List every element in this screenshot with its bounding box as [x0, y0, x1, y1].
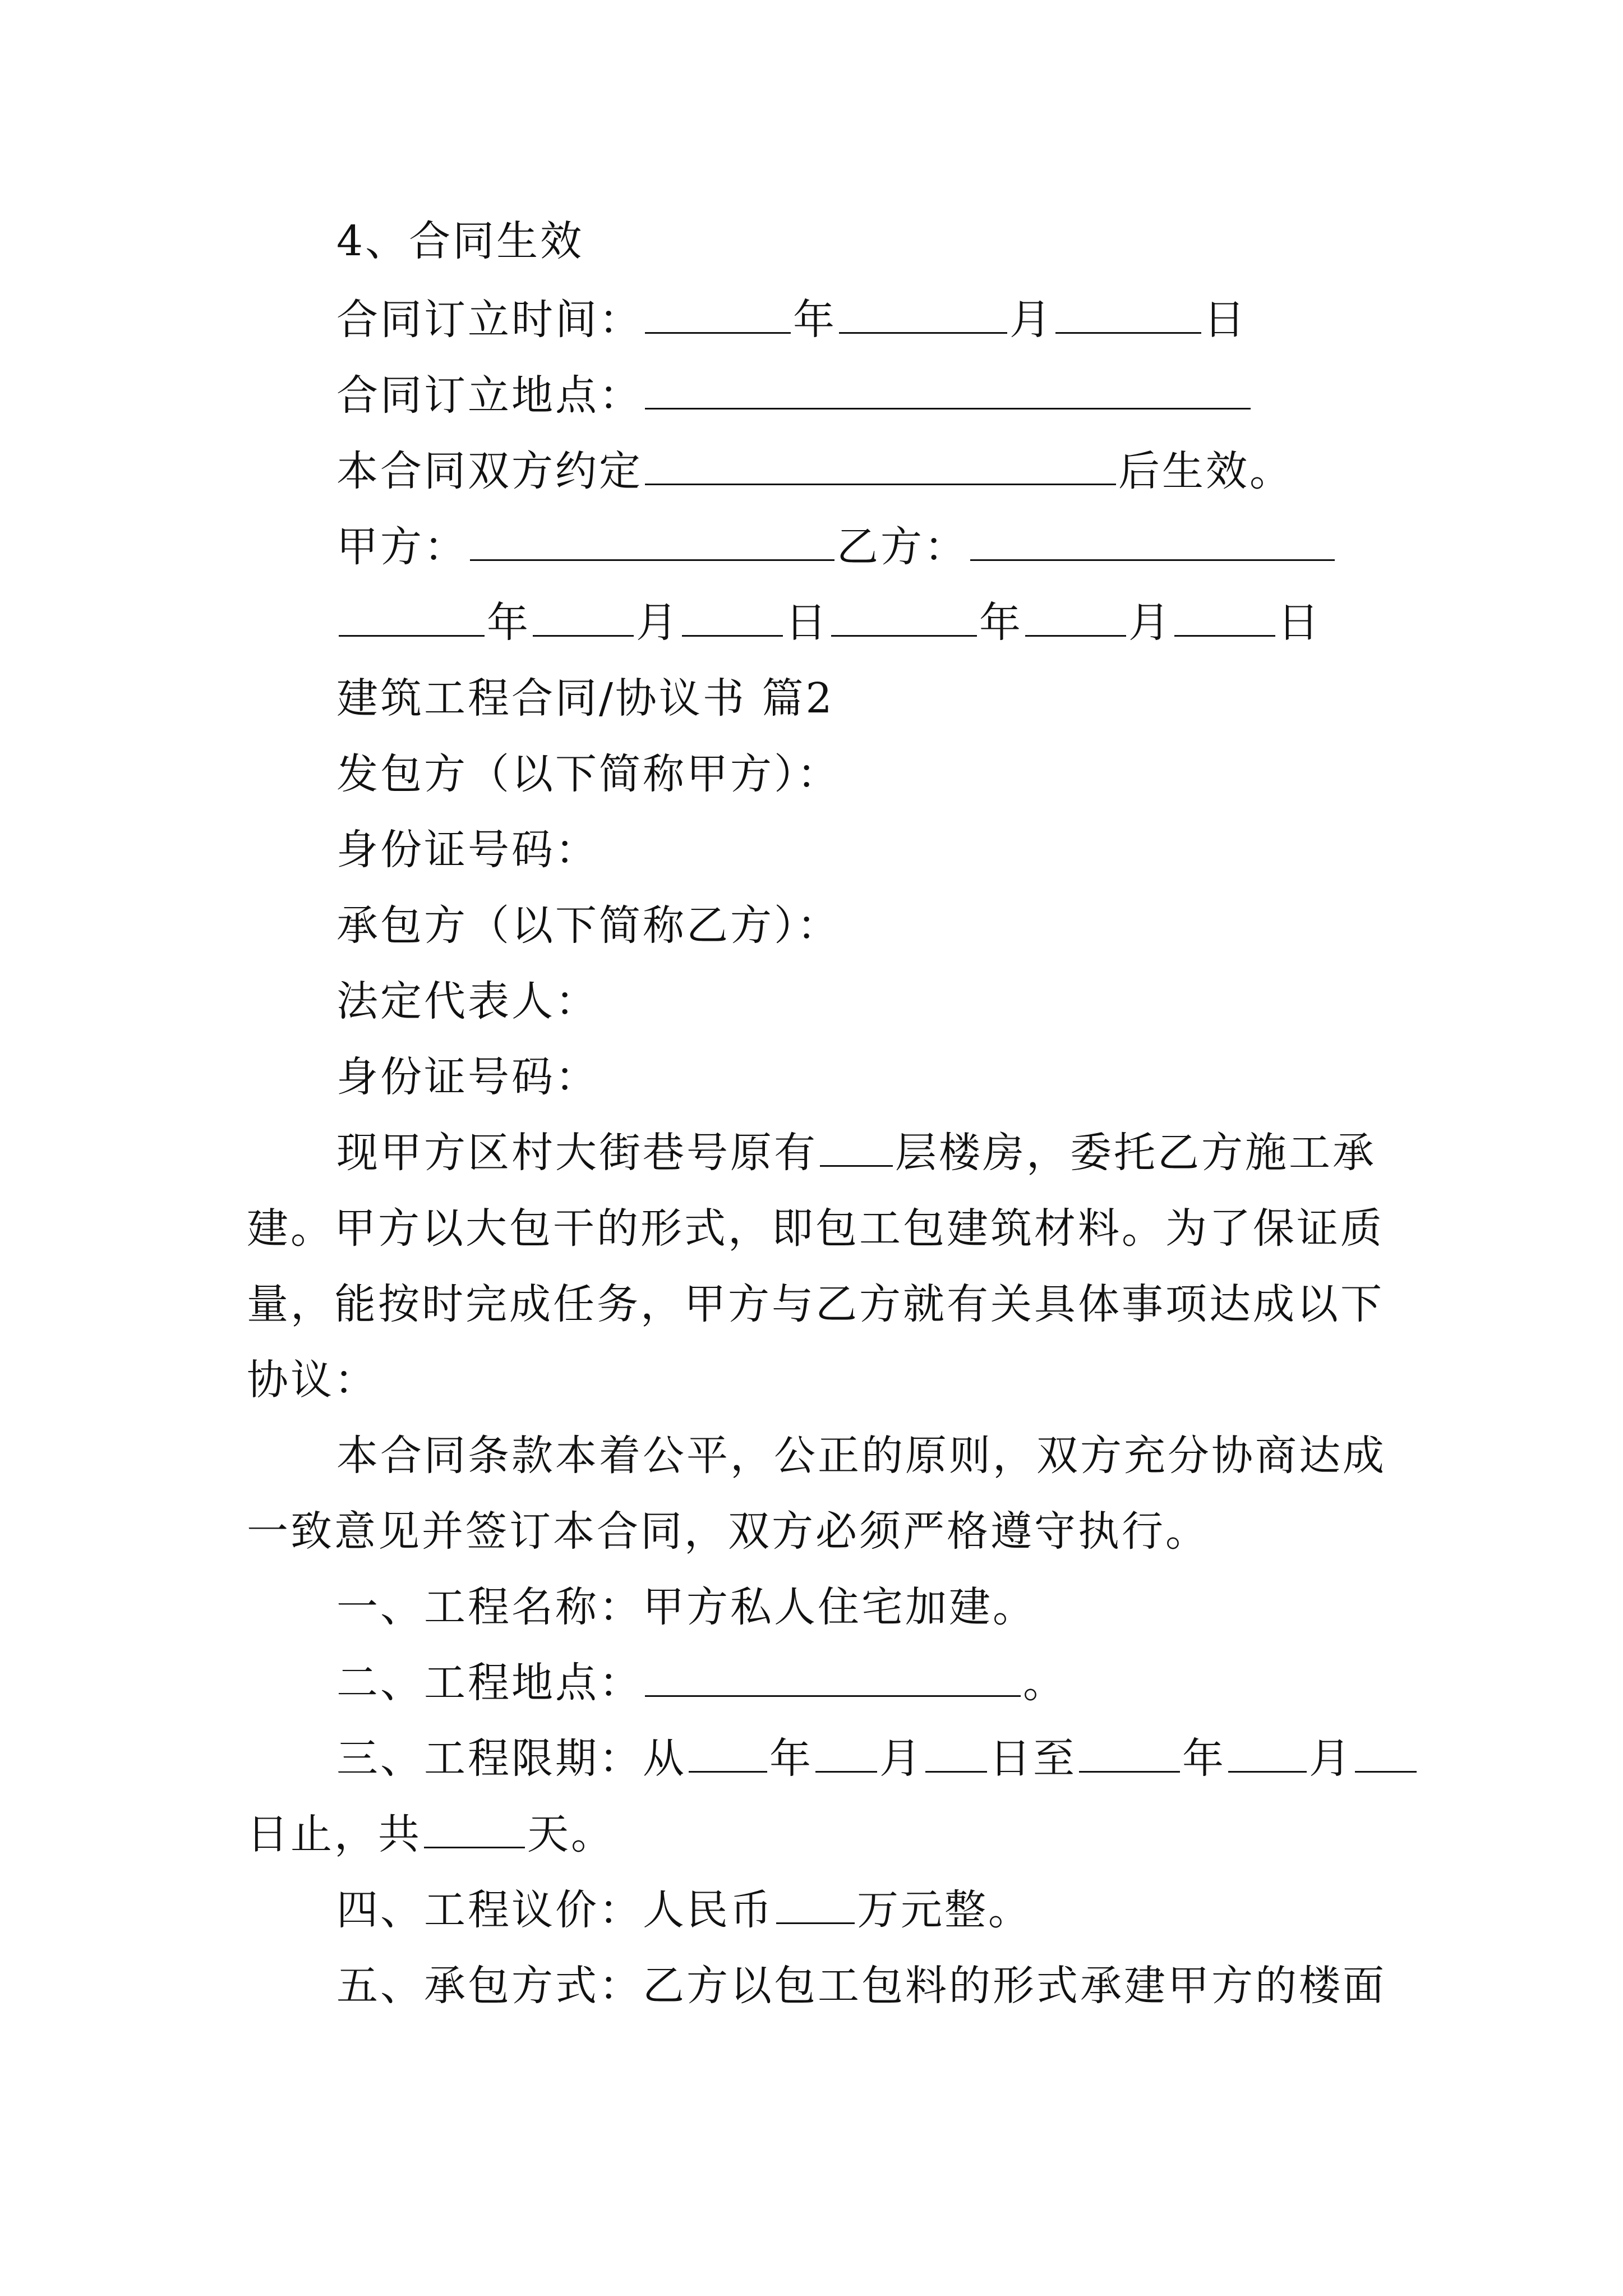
party-b-month-blank [1025, 596, 1126, 637]
end-year-blank [1079, 1732, 1180, 1773]
paragraph-line: 一致意见并签订本合同，双方必须严格遵守执行。 [247, 1507, 1209, 1556]
sign-place-row: 合同订立地点： [336, 367, 1253, 424]
start-year-blank [689, 1732, 767, 1773]
paragraph-line: 现甲方区村大街巷号原有 层楼房，委托乙方施工承 [336, 1125, 1376, 1181]
employer-id-label: 身份证号码： [336, 826, 599, 874]
sign-time-row: 合同订立时间： 年 月 日 [336, 292, 1247, 348]
clause-contract-method: 五、承包方式：乙方以包工包料的形式承建甲方的楼面 [336, 1962, 1386, 2010]
paragraph-line: 建。甲方以大包干的形式，即包工包建筑材料。为了保证质 [247, 1204, 1384, 1253]
end-month-blank [1228, 1732, 1307, 1773]
party-b-year-blank [831, 596, 977, 637]
party-a-month-blank [533, 596, 634, 637]
contract-title: 建筑工程合同/协议书 篇2 [336, 674, 834, 723]
days-blank [424, 1807, 525, 1848]
employer-label: 发包方（以下简称甲方）： [336, 750, 841, 798]
clause-project-period: 三、工程限期：从 年 月 日至 年 月 [336, 1731, 1419, 1787]
year-blank [645, 293, 791, 334]
end-day-blank [1355, 1732, 1417, 1773]
party-b-day-blank [1174, 596, 1275, 637]
party-a-year-blank [339, 596, 485, 637]
clause-project-name: 一、工程名称：甲方私人住宅加建。 [336, 1583, 1036, 1631]
paragraph-line: 量，能按时完成任务，甲方与乙方就有关具体事项达成以下 [247, 1280, 1384, 1328]
party-b-blank [970, 520, 1335, 561]
start-month-blank [815, 1732, 877, 1773]
price-blank [776, 1883, 855, 1924]
legal-rep-label: 法定代表人： [336, 977, 599, 1025]
clause-project-price: 四、工程议价：人民币 万元整。 [336, 1882, 1032, 1938]
party-a-blank [470, 520, 834, 561]
start-day-blank [925, 1732, 987, 1773]
location-blank [645, 1656, 1021, 1697]
parties-signature-row: 甲方： 乙方： [336, 519, 1337, 575]
effective-condition-row: 本合同双方约定 后生效。 [336, 443, 1293, 499]
contractor-id-label: 身份证号码： [336, 1053, 599, 1101]
paragraph-line: 本合同条款本着公平，公正的原则，双方充分协商达成 [336, 1432, 1386, 1480]
clause-project-location: 二、工程地点： 。 [336, 1655, 1067, 1711]
paragraph-line: 协议： [247, 1356, 378, 1404]
day-blank [1055, 293, 1201, 334]
effective-condition-blank [645, 444, 1116, 485]
clause-project-period-cont: 日止，共 天。 [247, 1806, 615, 1862]
contractor-label: 承包方（以下简称乙方）： [336, 901, 841, 950]
section-heading: 4、合同生效 [336, 217, 584, 265]
signature-dates-row: 年 月 日 年 月 日 [336, 595, 1321, 651]
floors-blank [820, 1126, 893, 1167]
party-a-day-blank [682, 596, 783, 637]
month-blank [839, 293, 1007, 334]
sign-place-blank [645, 369, 1251, 409]
